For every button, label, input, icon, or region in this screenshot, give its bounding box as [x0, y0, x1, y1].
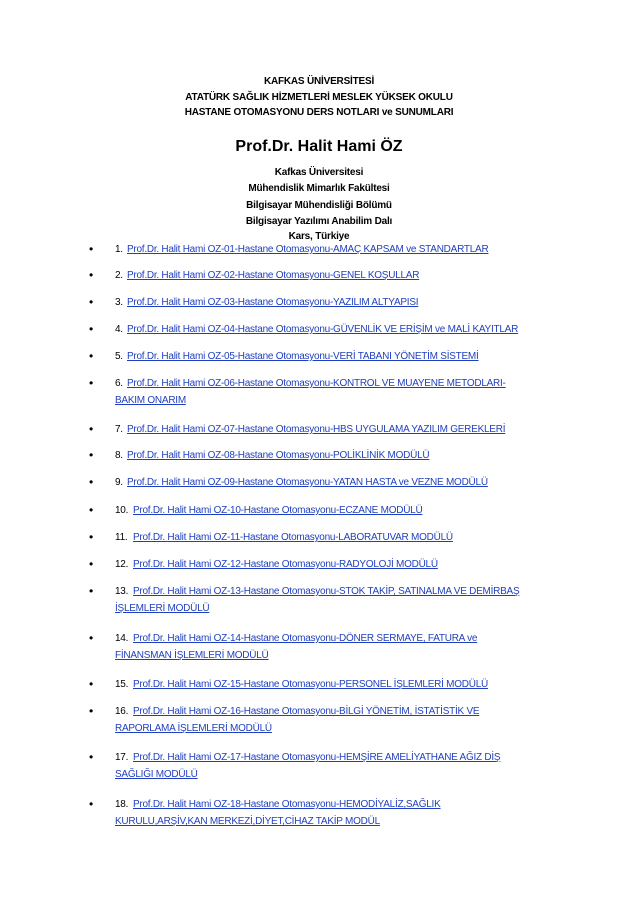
- affiliation-department: Bilgisayar Mühendisliği Bölümü: [246, 200, 392, 211]
- document-link[interactable]: Prof.Dr. Halit Hami OZ-15-Hastane Otomasyonu-PERSONEL İŞLEMLERİ MODÜLÜ: [133, 679, 489, 690]
- item-number: 7.: [115, 424, 123, 435]
- bullet-icon: •: [89, 530, 93, 544]
- bullet-icon: •: [89, 704, 93, 718]
- affiliation-division: Bilgisayar Yazılımı Anabilim Dalı: [245, 216, 393, 227]
- item-number: 10.: [115, 505, 129, 516]
- document-link[interactable]: Prof.Dr. Halit Hami OZ-08-Hastane Otomasyonu-POLİKLİNİK MODÜLÜ: [127, 450, 430, 461]
- school-heading: ATATÜRK SAĞLIK HİZMETLERİ MESLEK YÜKSEK OKULU: [185, 92, 453, 103]
- bullet-icon: •: [89, 677, 93, 691]
- document-link[interactable]: Prof.Dr. Halit Hami OZ-16-Hastane Otomasyonu-BİLGİ YÖNETİM, İSTATİSTİK VE: [133, 706, 480, 717]
- item-number: 14.: [115, 633, 129, 644]
- document-link[interactable]: Prof.Dr. Halit Hami OZ-18-Hastane Otomasyonu-HEMODİYALİZ,SAĞLIK: [133, 799, 441, 810]
- item-number: 12.: [115, 559, 129, 570]
- document-link[interactable]: Prof.Dr. Halit Hami OZ-17-Hastane Otomasyonu-HEMŞİRE AMELİYATHANE AĞIZ DİŞ: [133, 752, 501, 763]
- document-link-continuation[interactable]: BAKIM ONARIM: [115, 395, 186, 406]
- bullet-icon: •: [89, 750, 93, 764]
- university-heading: KAFKAS ÜNİVERSİTESİ: [263, 76, 375, 87]
- item-number: 6.: [115, 378, 123, 389]
- bullet-icon: •: [89, 322, 93, 336]
- item-number: 13.: [115, 586, 129, 597]
- bullet-icon: •: [89, 503, 93, 517]
- document-link[interactable]: Prof.Dr. Halit Hami OZ-12-Hastane Otomasyonu-RADYOLOJİ MODÜLÜ: [133, 559, 438, 570]
- item-number: 4.: [115, 324, 123, 335]
- document-link[interactable]: Prof.Dr. Halit Hami OZ-03-Hastane Otomasyonu-YAZILIM ALTYAPISI: [127, 297, 419, 308]
- document-link[interactable]: Prof.Dr. Halit Hami OZ-06-Hastane Otomasyonu-KONTROL VE MUAYENE METODLARI-: [127, 378, 506, 389]
- bullet-icon: •: [89, 475, 93, 489]
- bullet-icon: •: [89, 557, 93, 571]
- affiliation-location: Kars, Türkiye: [288, 231, 350, 242]
- bullet-icon: •: [89, 631, 93, 645]
- item-number: 18.: [115, 799, 129, 810]
- document-link[interactable]: Prof.Dr. Halit Hami OZ-14-Hastane Otomasyonu-DÖNER SERMAYE, FATURA ve: [133, 633, 478, 644]
- bullet-icon: •: [89, 268, 93, 282]
- document-link[interactable]: Prof.Dr. Halit Hami OZ-04-Hastane Otomasyonu-GÜVENLİK VE ERİŞİM ve MALİ KAYITLAR: [127, 324, 519, 335]
- item-number: 3.: [115, 297, 123, 308]
- document-link[interactable]: Prof.Dr. Halit Hami OZ-13-Hastane Otomasyonu-STOK TAKİP, SATINALMA VE DEMİRBAŞ: [133, 586, 520, 597]
- bullet-icon: •: [89, 584, 93, 598]
- item-number: 9.: [115, 477, 123, 488]
- item-number: 15.: [115, 679, 129, 690]
- document-link[interactable]: Prof.Dr. Halit Hami OZ-05-Hastane Otomasyonu-VERİ TABANI YÖNETİM SİSTEMİ: [127, 351, 479, 362]
- document-link[interactable]: Prof.Dr. Halit Hami OZ-09-Hastane Otomasyonu-YATAN HASTA ve VEZNE MODÜLÜ: [127, 477, 488, 488]
- document-link-continuation[interactable]: KURULU,ARŞİV,KAN MERKEZİ,DİYET,CİHAZ TAKİP MODÜL: [115, 816, 380, 827]
- item-number: 2.: [115, 270, 123, 281]
- document-link[interactable]: Prof.Dr. Halit Hami OZ-11-Hastane Otomasyonu-LABORATUVAR MODÜLÜ: [133, 532, 453, 543]
- document-link[interactable]: Prof.Dr. Halit Hami OZ-10-Hastane Otomasyonu-ECZANE MODÜLÜ: [133, 505, 423, 516]
- document-link-continuation[interactable]: RAPORLAMA İŞLEMLERİ MODÜLÜ: [115, 723, 272, 734]
- bullet-icon: •: [89, 797, 93, 811]
- course-heading: HASTANE OTOMASYONU DERS NOTLARI ve SUNUMLARI: [184, 107, 454, 118]
- bullet-icon: •: [89, 376, 93, 390]
- item-number: 5.: [115, 351, 123, 362]
- document-link[interactable]: Prof.Dr. Halit Hami OZ-01-Hastane Otomasyonu-AMAÇ KAPSAM ve STANDARTLAR: [127, 244, 489, 255]
- bullet-icon: •: [89, 448, 93, 462]
- item-number: 16.: [115, 706, 129, 717]
- affiliation-faculty: Mühendislik Mimarlık Fakültesi: [248, 183, 390, 194]
- item-number: 17.: [115, 752, 129, 763]
- bullet-icon: •: [89, 422, 93, 436]
- affiliation-university: Kafkas Üniversitesi: [274, 167, 364, 178]
- item-number: 8.: [115, 450, 123, 461]
- item-number: 1.: [115, 244, 123, 255]
- bullet-icon: •: [89, 242, 93, 256]
- document-link[interactable]: Prof.Dr. Halit Hami OZ-07-Hastane Otomasyonu-HBS UYGULAMA YAZILIM GEREKLERİ: [127, 424, 506, 435]
- item-number: 11.: [115, 532, 128, 543]
- document-link-continuation[interactable]: İŞLEMLERİ MODÜLÜ: [115, 603, 210, 614]
- bullet-icon: •: [89, 349, 93, 363]
- document-link-continuation[interactable]: SAĞLIĞI MODÜLÜ: [115, 769, 198, 780]
- document-link-continuation[interactable]: FİNANSMAN İŞLEMLERİ MODÜLÜ: [115, 650, 269, 661]
- document-link[interactable]: Prof.Dr. Halit Hami OZ-02-Hastane Otomasyonu-GENEL KOŞULLAR: [127, 270, 420, 281]
- author-name: Prof.Dr. Halit Hami ÖZ: [235, 138, 403, 155]
- bullet-icon: •: [89, 295, 93, 309]
